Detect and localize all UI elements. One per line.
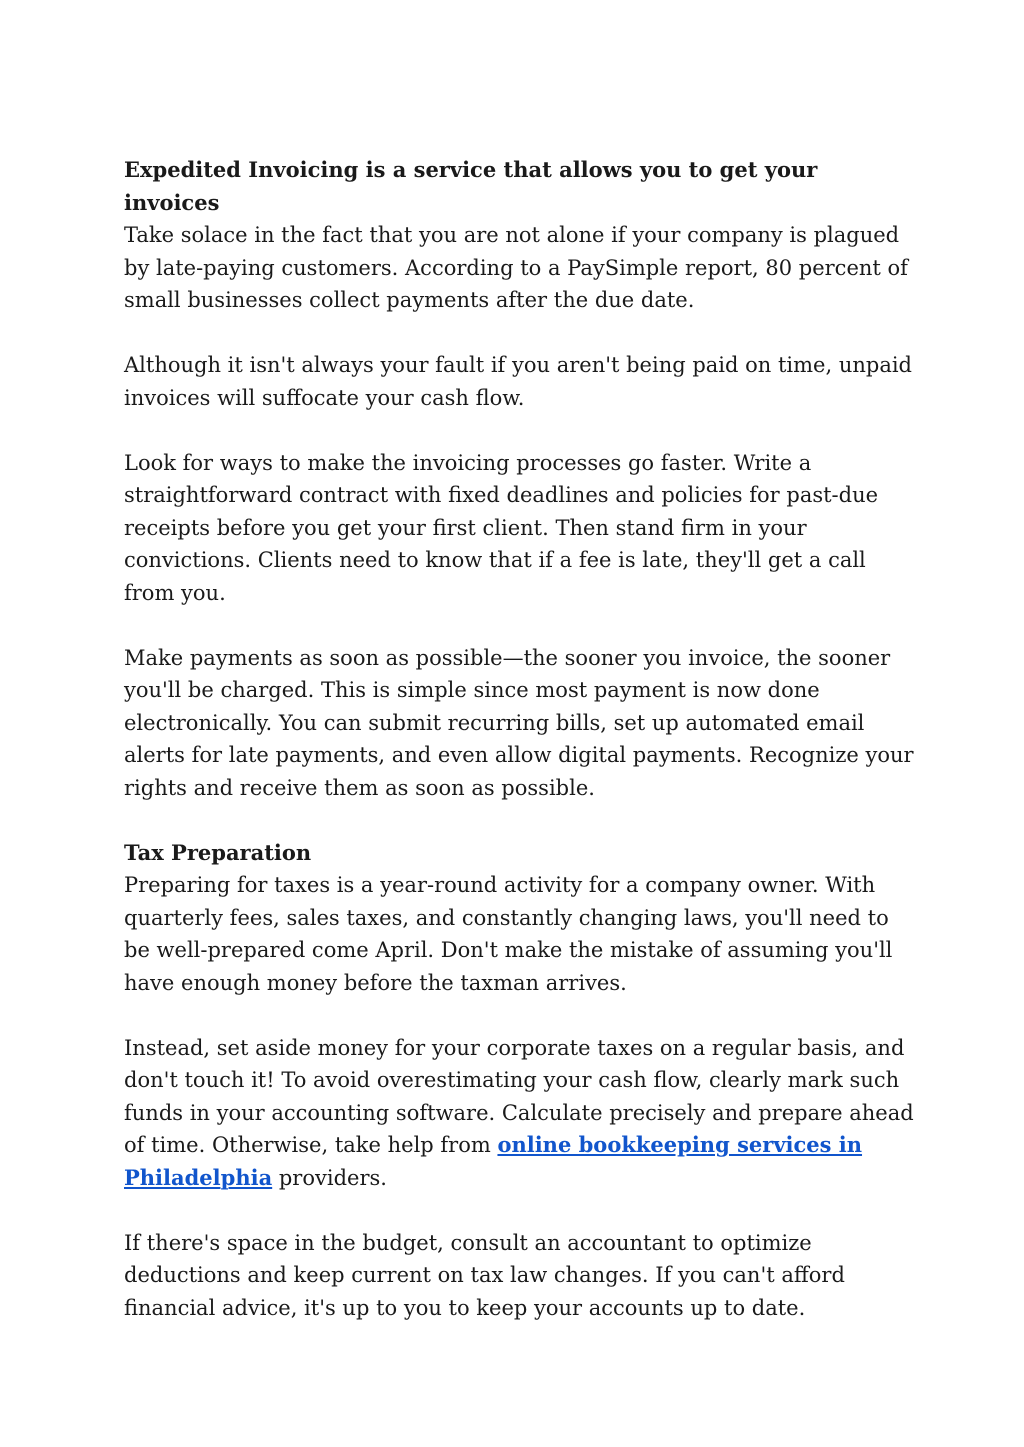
- link-paragraph-after: providers.: [272, 1165, 387, 1190]
- document-page: [124, 154, 914, 1324]
- paragraph-invoicing-processes: Look for ways to make the invoicing processes go faster. Write a straightforward contract with fixed deadlines and policies for past-due receipts before you get your first client. Then stand firm in your convictions. Clients need to know that if a fee is late, they'll get a call from you.: [124, 450, 879, 605]
- section-heading-tax: Tax Preparation: [124, 839, 312, 865]
- paragraph-make-payments: Make payments as soon as possible—the sooner you invoice, the sooner you'll be charged. This is simple since most payment is now done electronically. You can submit recurring bills, set up automated email alerts for late payments, and even allow digital payments. Recognize your rights and receive them as soon as possible.: [124, 645, 914, 800]
- section-heading-invoicing: Expedited Invoicing is a service that allows you to get your invoices: [124, 157, 818, 215]
- paragraph-preparing-taxes: Preparing for taxes is a year-round activity for a company owner. With quarterly fees, sales taxes, and constantly changing laws, you'll need to be well-prepared come April. Don't make the mistake of assuming you'll have enough money before the taxman arrives.: [124, 873, 893, 995]
- paragraph-late-paying: Take solace in the fact that you are not alone if your company is plagued by late-paying customers. According to a PaySimple report, 80 percent of small businesses collect payments after the due date.: [124, 223, 908, 312]
- link-paragraph-before: Instead, set aside money for your corporate taxes on a regular basis, and don't touch it! To avoid overestimating your cash flow, clearly mark such funds in your accounting software. Calculate precisely and prepare ahead of time. Otherwise, take help from: [124, 1035, 914, 1157]
- paragraph-set-aside-money: [124, 1032, 914, 1195]
- paragraph-unpaid-invoices: Although it isn't always your fault if you aren't being paid on time, unpaid invoices will suffocate your cash flow.: [124, 353, 912, 410]
- bookkeeping-services-link[interactable]: online bookkeeping services in Philadelphia: [124, 1132, 863, 1190]
- paragraph-consult-accountant: If there's space in the budget, consult an accountant to optimize deductions and keep current on tax law changes. If you can't afford financial advice, it's up to you to keep your accounts up to date.: [124, 1230, 845, 1320]
